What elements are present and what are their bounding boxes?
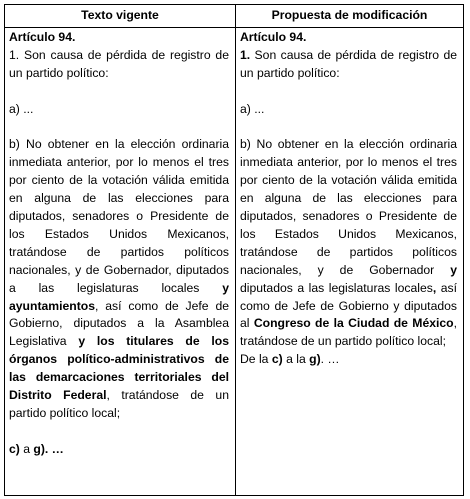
right-item-b-bold-y: y: [450, 262, 457, 277]
left-item-c-bold-1: c): [9, 441, 20, 456]
left-item-c: [9, 441, 229, 459]
left-item-c-bold-2: g). …: [33, 441, 64, 456]
right-intro-paragraph: [240, 47, 457, 83]
right-intro-text: Son causa de pérdida de registro de un partido político:: [240, 47, 457, 80]
left-intro-text: Son causa de pérdida de registro de un partido político:: [9, 47, 229, 80]
right-article-title: Artículo 94.: [240, 30, 307, 44]
right-intro-number: 1.: [240, 47, 251, 62]
current-text-column: [9, 29, 229, 459]
left-intro-paragraph: [9, 47, 229, 83]
right-item-d-bold-1: c): [271, 352, 283, 367]
right-item-d-text-2: a la: [282, 352, 310, 367]
right-item-b-text-2: diputados a las legislaturas locales: [240, 280, 433, 295]
left-item-b-bold-titulares: y los titulares de los órganos político-administrativos de las demarcaciones territoriales del Distrito Federal: [9, 334, 229, 403]
right-item-d-bold-2: g): [309, 352, 321, 367]
right-item-b: [240, 136, 457, 351]
left-item-a: a) ...: [9, 101, 34, 116]
left-item-b-text-3: , tratándose de un partido político local;: [9, 388, 229, 420]
right-item-b-bold-comma: ,: [432, 280, 437, 295]
right-item-b-text-4: , tratándose de un partido político local;: [240, 316, 457, 349]
left-item-b-bold-y: y: [222, 280, 229, 295]
left-item-b-bold-ayuntamientos: ayuntamientos: [9, 298, 96, 313]
right-item-d-text-1: De la: [240, 352, 272, 367]
right-item-b-text-3: así como de Jefe de Gobierno y diputados al: [240, 280, 458, 331]
header-current-text: Texto vigente: [81, 8, 159, 22]
right-item-d: [240, 351, 457, 369]
header-divider: [5, 27, 463, 28]
right-item-d-text-3: . …: [320, 352, 340, 367]
left-article-title: Artículo 94.: [9, 30, 76, 44]
left-intro-number: 1.: [9, 47, 20, 62]
left-item-b-text-1: b) No obtener en la elección ordinaria inmediata anterior, por lo menos el tres por ciento de la votación válida emitida en alguna de las elecciones para diputados, senadores o Presidente de los Estados Unidos Mexicanos, tratándose de partidos políticos nacionales, y de Gobernador, diputados a las legislaturas locales: [9, 137, 229, 295]
comparison-table: [4, 4, 464, 496]
left-item-c-text: a: [19, 441, 34, 456]
proposed-change-column: [240, 29, 457, 369]
header-proposed-change: Propuesta de modificación: [271, 8, 428, 22]
right-item-b-text-1: b) No obtener en la elección ordinaria inmediata anterior, por lo menos el tres por ciento de la votación válida emitida en alguna de las elecciones para diputados, senadores o Presidente de los Estados Unidos Mexicanos, tratándose de partidos políticos nacionales, y de Gobernador: [240, 137, 457, 277]
left-item-b: [9, 136, 229, 423]
right-item-a: a) ...: [240, 101, 265, 116]
left-item-b-text-2: , así como de Jefe de Gobierno, diputados a la Asamblea Legislativa: [9, 298, 229, 349]
column-divider: [235, 5, 236, 495]
right-item-b-bold-congreso: Congreso de la Ciudad de México: [253, 316, 454, 331]
